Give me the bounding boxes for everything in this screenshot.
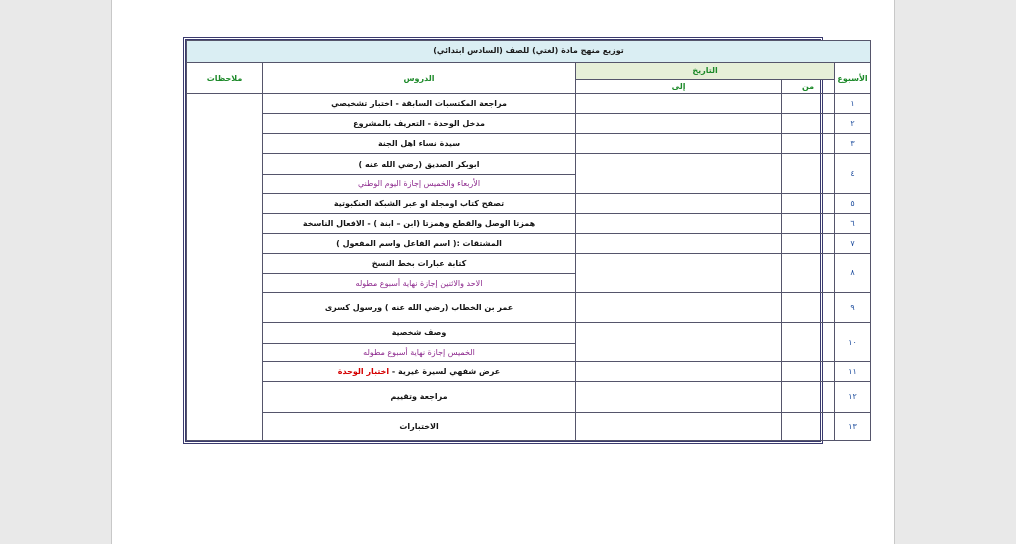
- lesson-cell: [263, 154, 576, 175]
- week-number: ٩: [835, 293, 871, 322]
- table-row: [187, 213, 871, 233]
- lesson-cell: [263, 253, 576, 274]
- week-number: ١٣: [835, 412, 871, 440]
- lesson-text: ابوبكر الصديق (رضي الله عنه ): [358, 159, 480, 169]
- curriculum-table: [186, 40, 871, 441]
- lesson-text: سيدة نساء اهل الجنة: [377, 139, 461, 149]
- date-to-cell[interactable]: [576, 154, 782, 194]
- table-row: [187, 94, 871, 114]
- date-to-cell[interactable]: [576, 322, 782, 362]
- date-to-cell[interactable]: [576, 253, 782, 293]
- date-from-cell[interactable]: [782, 114, 835, 134]
- lesson-cell: [263, 213, 576, 233]
- title-line: توزيع منهج مادة (لغتي) للصف (السادس ابتدائي): [433, 46, 624, 56]
- week-number: ٨: [835, 253, 871, 293]
- table-row: [187, 322, 871, 343]
- date-from-cell[interactable]: [782, 213, 835, 233]
- lesson-text: همزتا الوصل والقطع وهمزتا (ابن – ابنة ) - الافعال الناسخة: [302, 218, 536, 228]
- notes-column[interactable]: [187, 94, 263, 441]
- header-lessons: الدروس: [263, 62, 576, 93]
- lesson-text: وصف شخصية: [391, 328, 447, 338]
- lesson-text: مراجعة وتقييم: [390, 392, 448, 402]
- header-to: إلى: [576, 79, 782, 94]
- week-number: ٥: [835, 193, 871, 213]
- date-from-cell[interactable]: [782, 253, 835, 293]
- date-from-cell[interactable]: [782, 154, 835, 194]
- week-number: ٣: [835, 134, 871, 154]
- header-date: التاريخ: [576, 62, 835, 79]
- date-to-cell[interactable]: [576, 233, 782, 253]
- curriculum-table-frame: [183, 37, 868, 444]
- lesson-text: مدخل الوحدة - التعريف بالمشروع: [353, 119, 485, 129]
- holiday-note: الخميس إجازة نهاية أسبوع مطوله: [263, 343, 576, 362]
- table-row: [187, 134, 871, 154]
- header-week: الأسبوع: [835, 62, 871, 93]
- date-to-cell[interactable]: [576, 382, 782, 412]
- week-number: ١٠: [835, 322, 871, 362]
- lesson-cell: [263, 94, 576, 114]
- document-page: [111, 0, 895, 544]
- lesson-text: عمر بن الخطاب (رضي الله عنه ) ورسول كسرى: [324, 302, 514, 312]
- header-row: [187, 62, 871, 79]
- date-to-cell[interactable]: [576, 114, 782, 134]
- holiday-note: الأربعاء والخميس إجازة اليوم الوطني: [263, 175, 576, 194]
- table-row: [187, 362, 871, 382]
- table-row: [187, 114, 871, 134]
- week-number: ١٢: [835, 382, 871, 412]
- lesson-text: عرض شفهي لسيرة غيرية -: [389, 367, 501, 377]
- lesson-cell: [263, 412, 576, 440]
- table-row: [187, 193, 871, 213]
- lesson-cell: [263, 114, 576, 134]
- lesson-text: تصفح كتاب اومجلة او عبر الشبكة العنكبوتية: [333, 198, 505, 208]
- date-from-cell[interactable]: [782, 382, 835, 412]
- date-from-cell[interactable]: [782, 362, 835, 382]
- table-title: [187, 41, 871, 63]
- lesson-text: كتابة عبارات بخط النسخ: [371, 258, 467, 268]
- lesson-cell: [263, 362, 576, 382]
- date-from-cell[interactable]: [782, 193, 835, 213]
- week-number: ٦: [835, 213, 871, 233]
- table-row: [187, 293, 871, 322]
- date-to-cell[interactable]: [576, 362, 782, 382]
- week-number: ٢: [835, 114, 871, 134]
- date-from-cell[interactable]: [782, 134, 835, 154]
- table-row: [187, 253, 871, 274]
- date-to-cell[interactable]: [576, 412, 782, 440]
- date-from-cell[interactable]: [782, 94, 835, 114]
- lesson-cell: [263, 293, 576, 322]
- date-to-cell[interactable]: [576, 134, 782, 154]
- lesson-cell: [263, 322, 576, 343]
- date-to-cell[interactable]: [576, 193, 782, 213]
- week-number: ١: [835, 94, 871, 114]
- header-from: من: [782, 79, 835, 94]
- week-number: ٤: [835, 154, 871, 194]
- lesson-text: المشتقات :( اسم الفاعل واسم المفعول ): [336, 238, 502, 248]
- date-from-cell[interactable]: [782, 233, 835, 253]
- table-row: [187, 154, 871, 175]
- table-row: [187, 382, 871, 412]
- holiday-note: الاحد والاثنين إجازة نهاية أسبوع مطوله: [263, 274, 576, 293]
- date-to-cell[interactable]: [576, 213, 782, 233]
- date-to-cell[interactable]: [576, 293, 782, 322]
- table-row: [187, 412, 871, 440]
- week-number: ١١: [835, 362, 871, 382]
- lesson-cell: [263, 134, 576, 154]
- lesson-cell: [263, 233, 576, 253]
- table-row: [187, 233, 871, 253]
- week-number: ٧: [835, 233, 871, 253]
- header-notes: ملاحظات: [187, 62, 263, 93]
- date-from-cell[interactable]: [782, 293, 835, 322]
- title-row: [187, 41, 871, 63]
- date-from-cell[interactable]: [782, 322, 835, 362]
- lesson-text: مراجعة المكتسبات السابقة - اختبار تشخيصي: [331, 99, 507, 109]
- date-to-cell[interactable]: [576, 94, 782, 114]
- date-from-cell[interactable]: [782, 412, 835, 440]
- lesson-text: الاختبارات: [399, 421, 439, 431]
- lesson-cell: [263, 193, 576, 213]
- lesson-cell: [263, 382, 576, 412]
- exam-label: اختبار الوحدة: [337, 367, 390, 377]
